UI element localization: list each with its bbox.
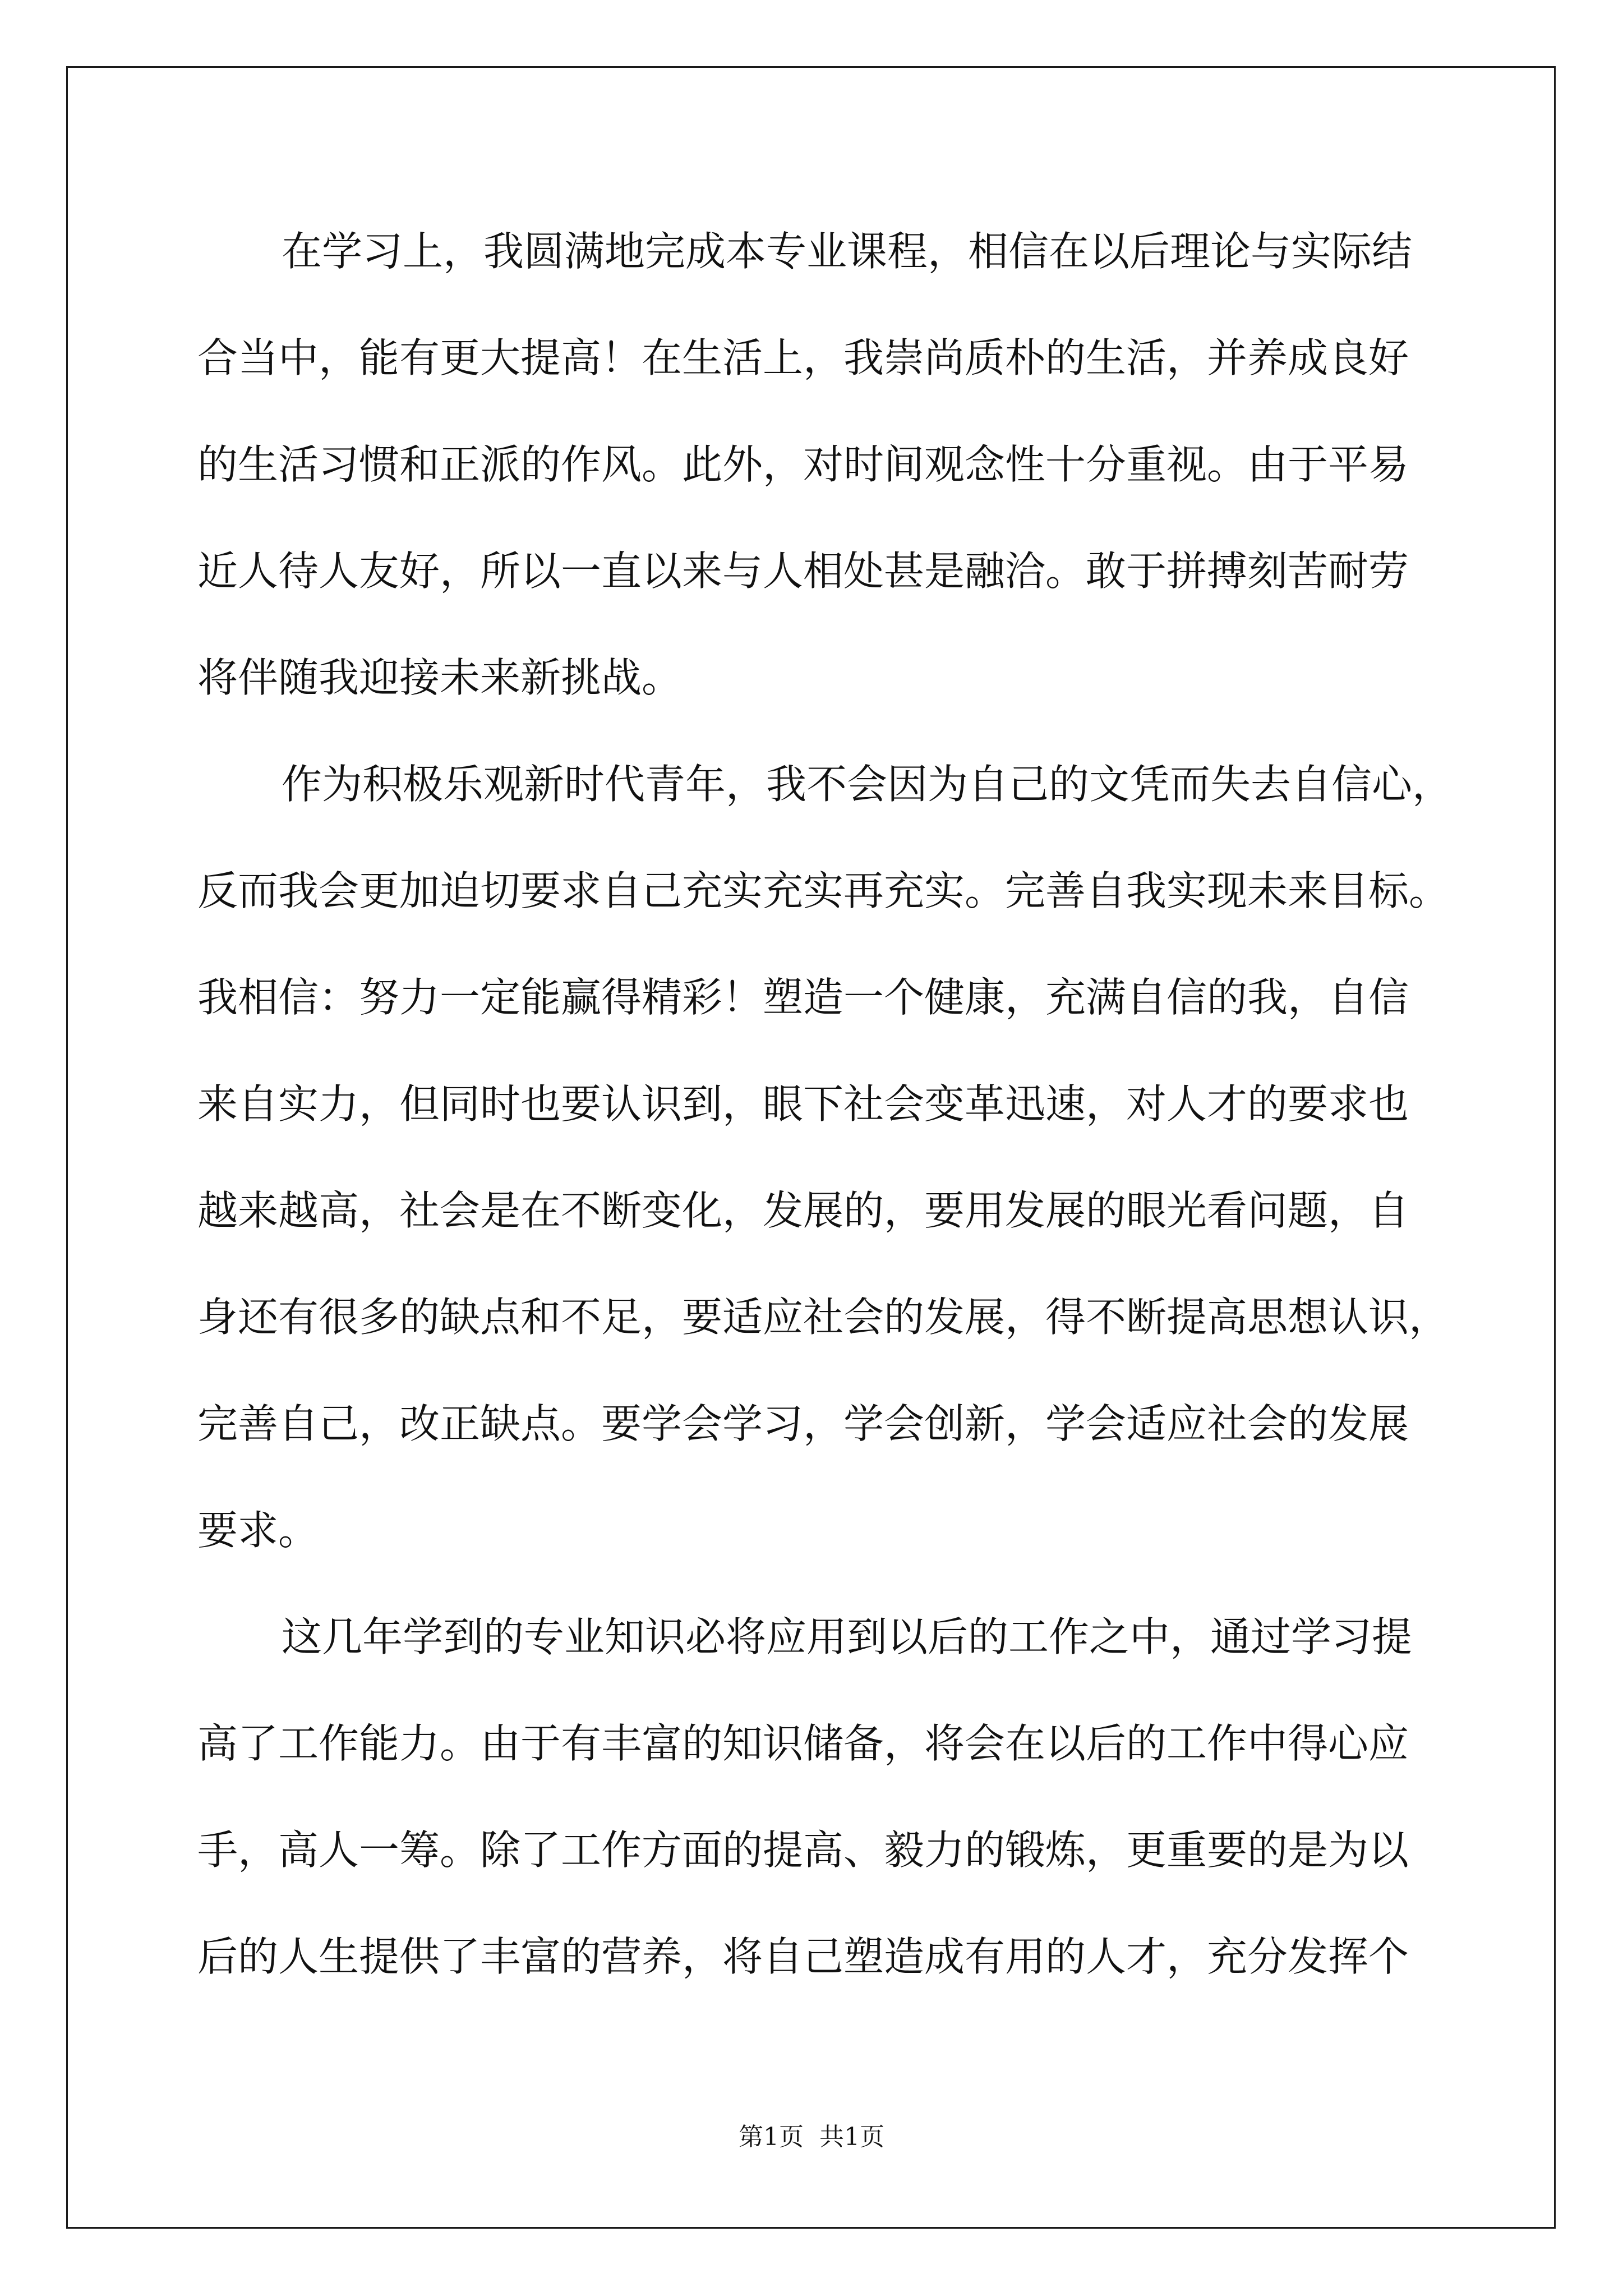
paragraph-3-line-4: 后的人生提供了丰富的营养，将自己塑造成有用的人才，充分发挥个 bbox=[197, 1933, 1409, 1980]
paragraph-3-line-3: 手，高人一筹。除了工作方面的提高、毅力的锻炼，更重要的是为以 bbox=[197, 1826, 1409, 1874]
paragraph-2-line-6: 身还有很多的缺点和不足，要适应社会的发展，得不断提高思想认识， bbox=[197, 1294, 1450, 1341]
paragraph-2-line-7: 完善自己，改正缺点。要学会学习，学会创新，学会适应社会的发展 bbox=[197, 1400, 1409, 1447]
paragraph-2-line-1: 作为积极乐观新时代青年，我不会因为自己的文凭而失去自信心， bbox=[282, 761, 1453, 808]
paragraph-2-line-5: 越来越高，社会是在不断变化，发展的，要用发展的眼光看问题，自 bbox=[197, 1187, 1409, 1234]
paragraph-1-line-3: 的生活习惯和正派的作风。此外，对时间观念性十分重视。由于平易 bbox=[197, 441, 1409, 488]
paragraph-1-line-4: 近人待人友好，所以一直以来与人相处甚是融洽。敢于拼搏刻苦耐劳 bbox=[197, 547, 1409, 595]
paragraph-1-line-1: 在学习上，我圆满地完成本专业课程，相信在以后理论与实际结 bbox=[282, 228, 1413, 275]
paragraph-3-line-2: 高了工作能力。由于有丰富的知识储备，将会在以后的工作中得心应 bbox=[197, 1720, 1409, 1767]
paragraph-3-line-1: 这几年学到的专业知识必将应用到以后的工作之中，通过学习提 bbox=[282, 1613, 1413, 1660]
page-number-current: 第1页 bbox=[739, 2123, 804, 2151]
paragraph-2-line-3: 我相信：努力一定能赢得精彩！塑造一个健康，充满自信的我，自信 bbox=[197, 974, 1409, 1021]
paragraph-2-line-8: 要求。 bbox=[197, 1507, 319, 1554]
paragraph-1-line-5: 将伴随我迎接未来新挑战。 bbox=[197, 654, 683, 701]
paragraph-2-line-4: 来自实力，但同时也要认识到，眼下社会变革迅速，对人才的要求也 bbox=[197, 1080, 1409, 1128]
page-footer bbox=[0, 2120, 1623, 2154]
paragraph-2-line-2: 反而我会更加迫切要求自己充实充实再充实。完善自我实现未来目标。 bbox=[197, 867, 1450, 914]
page-number-total: 共1页 bbox=[819, 2123, 884, 2151]
paragraph-1-line-2: 合当中，能有更大提高！在生活上，我崇尚质朴的生活，并养成良好 bbox=[197, 334, 1409, 381]
